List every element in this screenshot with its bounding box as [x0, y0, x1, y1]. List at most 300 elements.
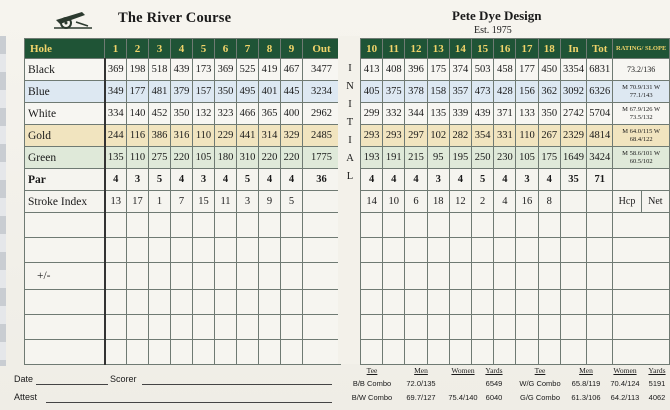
score-cell[interactable] [361, 263, 383, 290]
initial-column [345, 60, 355, 186]
score-cell[interactable] [193, 290, 215, 315]
score-cell[interactable] [193, 213, 215, 238]
hole-18-gold: 267 [538, 125, 560, 147]
score-cell[interactable] [587, 290, 613, 315]
hole-3-green: 275 [149, 147, 171, 169]
hole-1-gold: 244 [105, 125, 127, 147]
tee-label-gold: Gold [25, 125, 105, 147]
rating-slope-green: M 58.6/101 W 60.5/102 [613, 147, 670, 169]
score-cell[interactable] [171, 290, 193, 315]
header-hole-17: 17 [516, 39, 538, 59]
front-header-row [25, 39, 341, 59]
hole-9-black: 467 [281, 59, 303, 81]
hole-3-white: 452 [149, 103, 171, 125]
score-cell[interactable] [237, 315, 259, 340]
hole-6-stroke-index: 11 [215, 191, 237, 213]
score-cell[interactable] [449, 213, 471, 238]
hole-2-white: 140 [127, 103, 149, 125]
header-hole-9: 9 [281, 39, 303, 59]
initial-letter: N [346, 81, 354, 92]
score-cell[interactable] [560, 315, 586, 340]
score-cell[interactable] [494, 315, 516, 340]
score-cell[interactable] [516, 263, 538, 290]
front-score-row [25, 290, 341, 315]
score-cell[interactable] [281, 263, 303, 290]
designer-name: Pete Dye Design [452, 8, 542, 23]
score-cell[interactable] [303, 340, 341, 365]
back-score-row [361, 290, 670, 315]
score-cell[interactable] [259, 238, 281, 263]
score-cell[interactable] [405, 238, 427, 263]
score-cell[interactable] [405, 263, 427, 290]
score-cell[interactable] [237, 238, 259, 263]
score-cell[interactable] [587, 238, 613, 263]
score-cell[interactable] [105, 213, 127, 238]
score-cell[interactable] [383, 263, 405, 290]
score-cell[interactable] [127, 213, 149, 238]
combo-header-women: Women [613, 366, 637, 375]
score-cell[interactable] [405, 290, 427, 315]
score-cell[interactable] [449, 315, 471, 340]
header-in: In [560, 39, 586, 59]
hole-16-gold: 331 [494, 125, 516, 147]
score-cell[interactable] [281, 290, 303, 315]
score-cell[interactable] [613, 213, 670, 238]
hole-7-gold: 441 [237, 125, 259, 147]
hole-2-gold: 116 [127, 125, 149, 147]
hole-14-green: 195 [449, 147, 471, 169]
hole-14-stroke-index: 12 [449, 191, 471, 213]
score-cell[interactable] [449, 290, 471, 315]
score-cell[interactable] [383, 238, 405, 263]
out-total-black: 3477 [303, 59, 341, 81]
hole-17-black: 177 [516, 59, 538, 81]
score-cell[interactable] [215, 315, 237, 340]
hole-10-black: 413 [361, 59, 383, 81]
score-cell[interactable] [538, 340, 560, 365]
hole-15-par: 5 [472, 169, 494, 191]
header-hole-3: 3 [149, 39, 171, 59]
score-cell[interactable] [516, 315, 538, 340]
score-cell[interactable] [494, 340, 516, 365]
course-title: The River Course [118, 10, 232, 26]
hole-11-par: 4 [383, 169, 405, 191]
back-row-black [361, 59, 670, 81]
attest-line[interactable] [46, 402, 332, 403]
combo-header-yards: Yards [648, 366, 666, 375]
player-name-cell[interactable] [25, 213, 105, 238]
score-cell[interactable] [587, 315, 613, 340]
header-hole-1: 1 [105, 39, 127, 59]
hole-11-green: 191 [383, 147, 405, 169]
score-cell[interactable] [171, 213, 193, 238]
tee-label-stroke-index: Stroke Index [25, 191, 105, 213]
front-row-par [25, 169, 341, 191]
hole-10-white: 299 [361, 103, 383, 125]
score-cell[interactable] [215, 213, 237, 238]
hole-16-black: 458 [494, 59, 516, 81]
score-cell[interactable] [171, 315, 193, 340]
hole-13-gold: 102 [427, 125, 449, 147]
score-cell[interactable] [149, 315, 171, 340]
score-cell[interactable] [560, 213, 586, 238]
combo-header-men: Men [579, 366, 593, 375]
score-cell[interactable] [427, 340, 449, 365]
score-cell[interactable] [538, 213, 560, 238]
score-cell[interactable] [281, 340, 303, 365]
hole-7-par: 5 [237, 169, 259, 191]
score-cell[interactable] [105, 290, 127, 315]
combo-ratings-left [346, 366, 506, 404]
initial-letter: A [346, 153, 354, 164]
score-cell[interactable] [259, 290, 281, 315]
hole-6-par: 4 [215, 169, 237, 191]
hole-17-gold: 110 [516, 125, 538, 147]
front-score-row [25, 315, 341, 340]
player-name-cell[interactable] [25, 340, 105, 365]
hole-11-black: 408 [383, 59, 405, 81]
score-cell[interactable] [303, 315, 341, 340]
score-cell[interactable] [105, 340, 127, 365]
front-row-black [25, 59, 341, 81]
combo-header-tee: Tee [366, 366, 378, 375]
hole-18-stroke-index: 8 [538, 191, 560, 213]
score-cell[interactable] [383, 315, 405, 340]
score-cell[interactable] [361, 340, 383, 365]
hole-8-par: 4 [259, 169, 281, 191]
tee-label-white: White [25, 103, 105, 125]
hole-10-blue: 405 [361, 81, 383, 103]
hole-4-gold: 316 [171, 125, 193, 147]
score-cell[interactable] [127, 315, 149, 340]
hole-2-par: 3 [127, 169, 149, 191]
score-cell[interactable] [361, 238, 383, 263]
combo-cell: 4062 [648, 393, 666, 402]
score-cell[interactable] [449, 238, 471, 263]
score-cell[interactable] [613, 263, 670, 290]
score-cell[interactable] [303, 238, 341, 263]
initial-letter: T [346, 117, 354, 128]
grand-total-green: 3424 [587, 147, 613, 169]
grand-total-gold: 4814 [587, 125, 613, 147]
score-cell[interactable] [472, 213, 494, 238]
front-row-blue [25, 81, 341, 103]
hole-17-blue: 156 [516, 81, 538, 103]
hole-3-stroke-index: 1 [149, 191, 171, 213]
grand-total-white: 5704 [587, 103, 613, 125]
hole-14-gold: 282 [449, 125, 471, 147]
score-cell[interactable] [538, 315, 560, 340]
hole-12-stroke-index: 6 [405, 191, 427, 213]
score-cell[interactable] [361, 290, 383, 315]
score-cell[interactable] [303, 290, 341, 315]
score-cell[interactable] [281, 238, 303, 263]
score-cell[interactable] [259, 213, 281, 238]
hole-1-stroke-index: 13 [105, 191, 127, 213]
combo-header-women: Women [451, 366, 475, 375]
front-row-white [25, 103, 341, 125]
date-line[interactable] [36, 384, 108, 385]
hole-13-white: 135 [427, 103, 449, 125]
score-cell[interactable] [259, 263, 281, 290]
score-cell[interactable] [427, 238, 449, 263]
player-name-cell[interactable] [25, 238, 105, 263]
hole-7-white: 466 [237, 103, 259, 125]
hole-1-green: 135 [105, 147, 127, 169]
grand-total-black: 6831 [587, 59, 613, 81]
score-cell[interactable] [494, 290, 516, 315]
hole-7-blue: 495 [237, 81, 259, 103]
score-cell[interactable] [427, 315, 449, 340]
score-cell[interactable] [516, 213, 538, 238]
score-cell[interactable] [259, 315, 281, 340]
score-cell[interactable] [538, 290, 560, 315]
hole-16-white: 371 [494, 103, 516, 125]
back-score-row [361, 340, 670, 365]
score-cell[interactable] [215, 340, 237, 365]
hole-17-green: 105 [516, 147, 538, 169]
combo-cell: 69.7/127 [406, 393, 436, 402]
score-cell[interactable] [587, 340, 613, 365]
combo-cell: 6040 [485, 393, 503, 402]
score-cell[interactable] [560, 340, 586, 365]
hole-4-par: 4 [171, 169, 193, 191]
score-cell[interactable] [149, 290, 171, 315]
left-edge-stripe [0, 36, 6, 366]
score-cell[interactable] [105, 315, 127, 340]
front-row-gold [25, 125, 341, 147]
score-cell[interactable] [472, 340, 494, 365]
score-cell[interactable] [405, 315, 427, 340]
hole-4-white: 350 [171, 103, 193, 125]
combo-row [514, 393, 670, 404]
initial-letter: I [348, 99, 352, 110]
combo-row [346, 379, 506, 390]
score-cell[interactable] [259, 340, 281, 365]
score-cell[interactable] [281, 213, 303, 238]
score-cell[interactable] [383, 213, 405, 238]
score-cell[interactable] [472, 290, 494, 315]
score-cell[interactable] [361, 315, 383, 340]
score-cell[interactable] [427, 263, 449, 290]
score-cell[interactable] [472, 263, 494, 290]
score-cell[interactable] [405, 213, 427, 238]
score-cell[interactable] [538, 263, 560, 290]
front-score-row [25, 213, 341, 238]
front-score-row [25, 238, 341, 263]
score-cell[interactable] [427, 290, 449, 315]
back-row-white [361, 103, 670, 125]
out-total-stroke-index [303, 191, 341, 213]
combo-header-row [514, 366, 670, 376]
score-cell[interactable] [237, 290, 259, 315]
score-cell[interactable] [193, 238, 215, 263]
score-cell[interactable] [613, 238, 670, 263]
back-nine-table [360, 38, 670, 365]
header-hole-11: 11 [383, 39, 405, 59]
score-cell[interactable] [127, 290, 149, 315]
hole-15-stroke-index: 2 [472, 191, 494, 213]
hole-6-black: 369 [215, 59, 237, 81]
hcp-label: Hcp [613, 191, 641, 212]
header-hole-16: 16 [494, 39, 516, 59]
hole-15-blue: 473 [472, 81, 494, 103]
back-row-stroke-index [361, 191, 670, 213]
combo-cell [444, 379, 482, 390]
back-score-row [361, 238, 670, 263]
hole-11-white: 332 [383, 103, 405, 125]
score-cell[interactable] [383, 290, 405, 315]
scorer-label: Scorer [110, 374, 137, 384]
rating-slope-par [613, 169, 670, 191]
score-cell[interactable] [215, 238, 237, 263]
hole-15-white: 439 [472, 103, 494, 125]
score-cell[interactable] [105, 263, 127, 290]
rating-slope-blue: M 70.9/131 W 77.1/143 [613, 81, 670, 103]
score-cell[interactable] [127, 263, 149, 290]
hole-6-blue: 350 [215, 81, 237, 103]
score-cell[interactable] [427, 213, 449, 238]
score-cell[interactable] [494, 213, 516, 238]
score-cell[interactable] [215, 290, 237, 315]
combo-cell: B/W Combo [351, 393, 393, 402]
combo-header-yards: Yards [485, 366, 503, 375]
out-total-gold: 2485 [303, 125, 341, 147]
score-cell[interactable] [516, 340, 538, 365]
score-cell[interactable] [516, 238, 538, 263]
score-cell[interactable] [449, 263, 471, 290]
header-tot: Tot [587, 39, 613, 59]
hole-15-black: 503 [472, 59, 494, 81]
rating-slope-stroke-index [613, 191, 670, 213]
hole-17-stroke-index: 16 [516, 191, 538, 213]
hole-15-gold: 354 [472, 125, 494, 147]
score-cell[interactable] [405, 340, 427, 365]
score-cell[interactable] [149, 263, 171, 290]
hole-3-blue: 481 [149, 81, 171, 103]
score-cell[interactable] [587, 213, 613, 238]
hole-4-blue: 379 [171, 81, 193, 103]
hole-5-green: 105 [193, 147, 215, 169]
player-name-cell[interactable] [25, 315, 105, 340]
score-cell[interactable] [237, 340, 259, 365]
hole-12-blue: 378 [405, 81, 427, 103]
score-cell[interactable] [560, 238, 586, 263]
front-score-row [25, 340, 341, 365]
score-cell[interactable] [472, 238, 494, 263]
score-cell[interactable] [193, 315, 215, 340]
header-hole-7: 7 [237, 39, 259, 59]
score-cell[interactable] [516, 290, 538, 315]
header-hole-18: 18 [538, 39, 560, 59]
combo-header-row [346, 366, 506, 376]
score-cell[interactable] [127, 238, 149, 263]
score-cell[interactable] [193, 263, 215, 290]
score-cell[interactable] [215, 263, 237, 290]
score-cell[interactable] [538, 238, 560, 263]
score-cell[interactable] [171, 263, 193, 290]
score-cell[interactable] [560, 263, 586, 290]
hole-13-green: 95 [427, 147, 449, 169]
score-cell[interactable] [171, 340, 193, 365]
out-total-white: 2962 [303, 103, 341, 125]
combo-cell: W/G Combo [519, 379, 561, 388]
score-cell[interactable] [494, 263, 516, 290]
score-cell[interactable] [171, 238, 193, 263]
footer [0, 366, 670, 410]
hole-12-green: 215 [405, 147, 427, 169]
out-total-par: 36 [303, 169, 341, 191]
score-cell[interactable] [449, 340, 471, 365]
score-cell[interactable] [149, 213, 171, 238]
back-row-blue [361, 81, 670, 103]
out-total-green: 1775 [303, 147, 341, 169]
hole-9-blue: 445 [281, 81, 303, 103]
score-cell[interactable] [193, 340, 215, 365]
score-cell[interactable] [237, 263, 259, 290]
header-hole-5: 5 [193, 39, 215, 59]
hole-5-black: 173 [193, 59, 215, 81]
score-cell[interactable] [281, 315, 303, 340]
tee-label-par: Par [25, 169, 105, 191]
score-cell[interactable] [472, 315, 494, 340]
hole-11-stroke-index: 10 [383, 191, 405, 213]
combo-row [514, 379, 670, 390]
score-cell[interactable] [149, 340, 171, 365]
score-cell[interactable] [361, 213, 383, 238]
score-cell[interactable] [303, 213, 341, 238]
grand-total-blue: 6326 [587, 81, 613, 103]
combo-cell: 64.2/113 [610, 393, 640, 402]
combo-cell: G/G Combo [519, 393, 560, 402]
back-row-gold [361, 125, 670, 147]
combo-cell: 6549 [485, 379, 503, 388]
score-cell[interactable] [494, 238, 516, 263]
back-row-green [361, 147, 670, 169]
hole-10-par: 4 [361, 169, 383, 191]
in-total-blue: 3092 [560, 81, 586, 103]
hole-14-blue: 357 [449, 81, 471, 103]
hole-13-blue: 158 [427, 81, 449, 103]
score-cell[interactable] [383, 340, 405, 365]
score-cell[interactable] [613, 290, 670, 315]
header-hole: Hole [25, 39, 105, 59]
scorer-line[interactable] [142, 384, 332, 385]
hole-14-par: 4 [449, 169, 471, 191]
hole-10-stroke-index: 14 [361, 191, 383, 213]
score-cell[interactable] [237, 213, 259, 238]
hole-13-black: 175 [427, 59, 449, 81]
score-cell[interactable] [149, 238, 171, 263]
player-name-cell[interactable] [25, 290, 105, 315]
score-cell[interactable] [105, 238, 127, 263]
score-cell[interactable] [613, 340, 670, 365]
score-cell[interactable] [127, 340, 149, 365]
score-cell[interactable] [587, 263, 613, 290]
hole-8-green: 220 [259, 147, 281, 169]
rating-slope-white: M 67.9/126 W 73.5/132 [613, 103, 670, 125]
initial-letter: I [348, 135, 352, 146]
hole-6-green: 180 [215, 147, 237, 169]
cannon-logo-icon [52, 6, 94, 30]
tee-label-blue: Blue [25, 81, 105, 103]
score-cell[interactable] [560, 290, 586, 315]
hole-15-green: 250 [472, 147, 494, 169]
combo-cell: 65.8/119 [571, 379, 601, 388]
score-cell[interactable] [303, 263, 341, 290]
score-cell[interactable] [613, 315, 670, 340]
hole-4-green: 220 [171, 147, 193, 169]
